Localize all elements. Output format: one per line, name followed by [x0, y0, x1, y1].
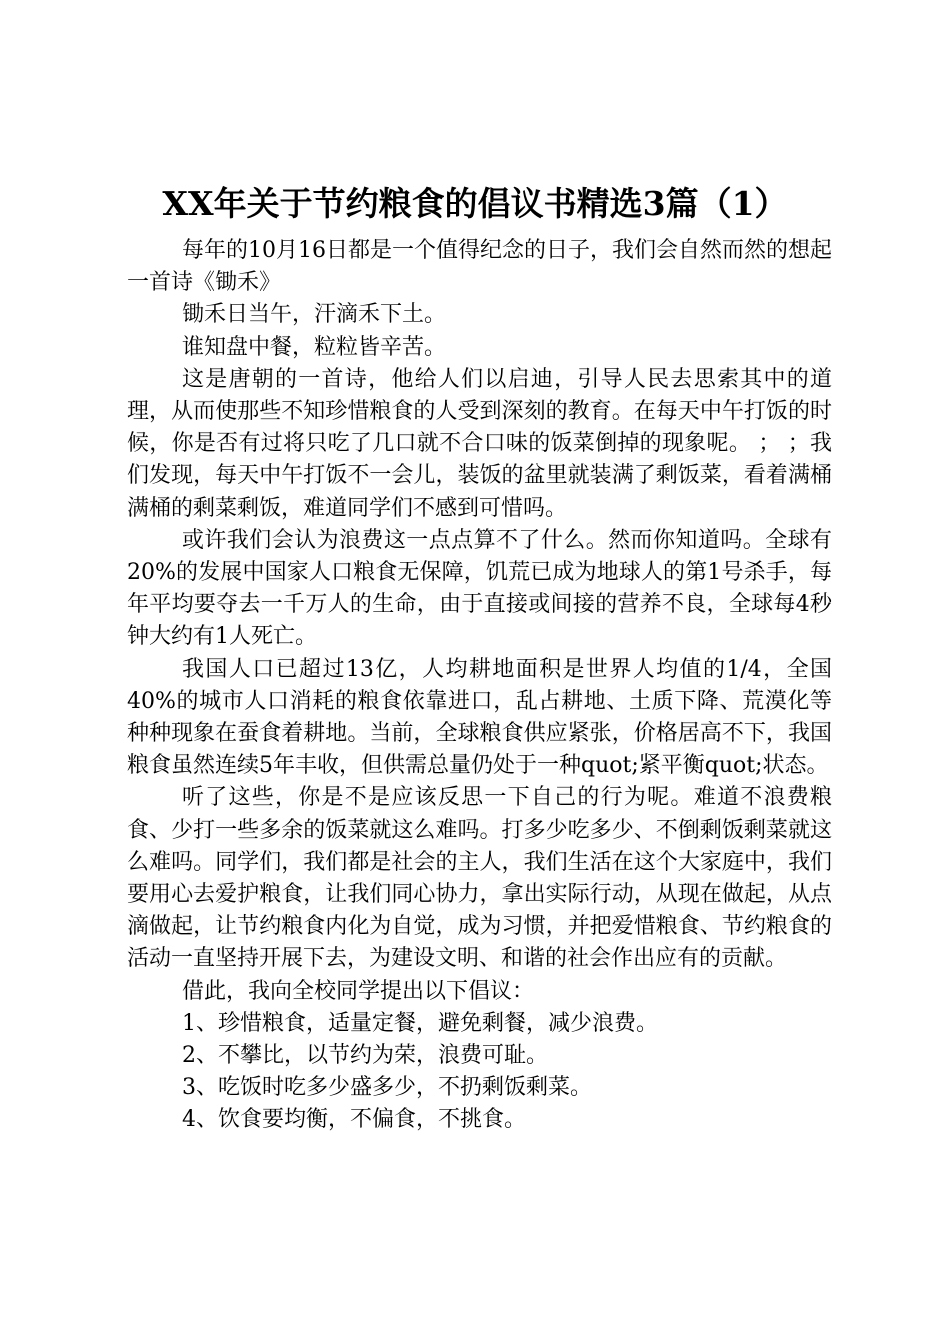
paragraph-national-situation: 我国人口已超过13亿，人均耕地面积是世界人均值的1/4，全国40%的城市人口消耗的粮食依靠进口，乱占耕地、土质下降、荒漠化等种种现象在蚕食着耕地。当前，全球粮食供应紧张，价格居高不下，我国粮食虽然连续5年丰收，但供需总量仍处于一种quot;紧平衡quot;状态。 — [127, 656, 832, 779]
proposal-item-1: 1、珍惜粮食，适量定餐，避免剩餐，减少浪费。 — [182, 1010, 658, 1036]
paragraph-poem-meaning: 这是唐朝的一首诗，他给人们以启迪，引导人民去思索其中的道理，从而使那些不知珍惜粮食的人受到深刻的教育。在每天中午打饭的时候，你是否有过将只吃了几口就不合口味的饭菜倒掉的现象呢。 ； ；我们发现，每天中午打饭不一会儿，装饭的盆里就装满了剩饭菜，看着满桶满桶的剩菜剩饭，难道同学们不感到可惜吗。 — [127, 366, 832, 521]
paragraph-intro: 每年的10月16日都是一个值得纪念的日子，我们会自然而然的想起一首诗《锄禾》 — [127, 238, 832, 296]
document-body — [127, 235, 832, 1137]
poem-line-1: 锄禾日当午，汗滴禾下土。 — [182, 302, 447, 328]
paragraph-proposal-intro: 借此，我向全校同学提出以下倡议： — [182, 978, 535, 1004]
proposal-item-4: 4、饮食要均衡，不偏食，不挑食。 — [182, 1107, 526, 1133]
proposal-item-3: 3、吃饭时吃多少盛多少，不扔剩饭剩菜。 — [182, 1075, 592, 1101]
paragraph-global-hunger: 或许我们会认为浪费这一点点算不了什么。然而你知道吗。全球有20%的发展中国家人口粮食无保障，饥荒已成为地球人的第1号杀手，每年平均要夺去一千万人的生命，由于直接或间接的营养不良，全球每4秒钟大约有1人死亡。 — [127, 527, 832, 650]
proposal-item-2: 2、不攀比，以节约为荣，浪费可耻。 — [182, 1043, 548, 1069]
poem-line-2: 谁知盘中餐，粒粒皆辛苦。 — [182, 334, 447, 360]
document-title: XX年关于节约粮食的倡议书精选3篇（1） — [162, 184, 788, 223]
paragraph-reflection: 听了这些，你是不是应该反思一下自己的行为呢。难道不浪费粮食、少打一些多余的饭菜就这么难吗。打多少吃多少、不倒剩饭剩菜就这么难吗。同学们，我们都是社会的主人，我们生活在这个大家庭中，我们要用心去爱护粮食，让我们同心协力，拿出实际行动，从现在做起，从点滴做起，让节约粮食内化为自觉，成为习惯，并把爱惜粮食、节约粮食的活动一直坚持开展下去，为建设文明、和谐的社会作出应有的贡献。 — [127, 785, 832, 972]
